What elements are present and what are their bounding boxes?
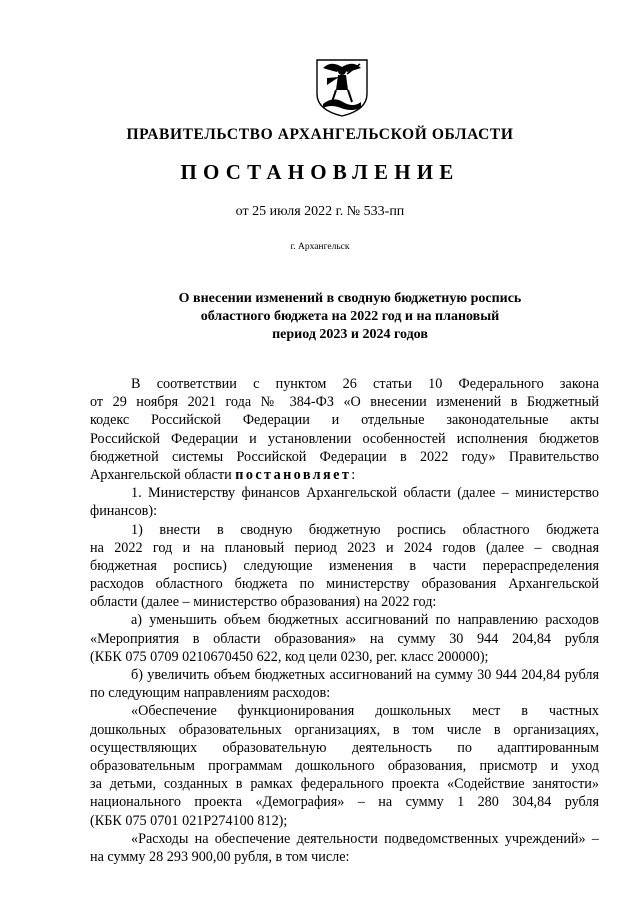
body-line: 1. Министерству финансов Архангельской области (далее – министерство	[131, 485, 599, 502]
title-line: период 2023 и 2024 годов	[272, 327, 428, 342]
body-line: (КБК 075 0701 021P274100 812);	[90, 812, 288, 829]
body-line: за детьми, созданных в рамках федерального проекта «Содействие занятости»	[90, 776, 599, 793]
body-line: бюджетной системы Российской Федерации в 2022 году» Правительство	[90, 448, 599, 465]
body-line: области (далее – министерство образования) на 2022 год:	[90, 594, 437, 611]
body-line: «Расходы на обеспечение деятельности подведомственных учреждений» –	[131, 830, 599, 847]
body-line: дошкольных образовательных организациях, в том числе в организациях,	[90, 721, 599, 738]
document-date-number: от 25 июля 2022 г. № 533-пп	[235, 204, 405, 219]
body-line: В соответствии с пунктом 26 статьи 10 Федерального закона	[131, 376, 599, 392]
body-line: а) уменьшить объем бюджетных ассигнований по направлению расходов	[131, 612, 599, 629]
body-line: «Обеспечение функционирования дошкольных мест в частных	[131, 703, 599, 720]
body-line: 1) внести в сводную бюджетную роспись областного бюджета	[131, 521, 599, 538]
decree-punct: :	[351, 466, 356, 483]
document-type: ПОСТАНОВЛЕНИЕ	[180, 160, 460, 184]
title-line: О внесении изменений в сводную бюджетную роспись	[178, 291, 522, 306]
body-line: б) увеличить объем бюджетных ассигнований на сумму 30 944 204,84 рубля	[131, 667, 599, 683]
body-line: осуществляющих образовательную деятельность по адаптированным	[90, 739, 599, 756]
body-line-text: Архангельской области	[90, 466, 232, 483]
body-line: (КБК 075 0709 0210670450 622, код цели 0230, рег. класс 200000);	[90, 648, 489, 665]
title-line: областного бюджета на 2022 год и на плановый	[200, 309, 500, 324]
body-line: кодекс Российской Федерации и отдельные законодательные акты	[90, 412, 599, 429]
body-line: бюджетная роспись) следующие изменения в части перераспределения	[90, 557, 599, 574]
body-line: на сумму 28 293 900,00 рубля, в том числе:	[90, 848, 350, 865]
decree-word: постановляет	[235, 466, 352, 483]
organization-name: ПРАВИТЕЛЬСТВО АРХАНГЕЛЬСКОЙ ОБЛАСТИ	[126, 126, 514, 143]
arkhangelsk-coat-of-arms-icon	[313, 58, 371, 118]
body-line: национального проекта «Демография» – на сумму 1 280 304,84 рубля	[90, 794, 599, 811]
body-line: от 29 ноября 2021 года № 384-ФЗ «О внесении изменений в Бюджетный	[90, 394, 599, 411]
document-body	[90, 375, 599, 866]
body-line-decree	[90, 466, 599, 484]
document-city: г. Архангельск	[290, 242, 350, 252]
body-line: расходов областного бюджета по министерству образования Архангельской	[90, 576, 599, 593]
body-line: Российской Федерации и установлении особенностей исполнения бюджетов	[90, 430, 599, 447]
body-line: на 2022 год и на плановый период 2023 и 2024 годов (далее – сводная	[90, 539, 599, 556]
body-line: финансов):	[90, 503, 158, 520]
body-line: «Мероприятия в области образования» на сумму 30 944 204,84 рубля	[90, 630, 599, 647]
document-title	[140, 290, 560, 344]
body-line: по следующим направлениям расходов:	[90, 685, 331, 702]
body-line: образовательным программам дошкольного образования, присмотр и уход	[90, 757, 599, 774]
